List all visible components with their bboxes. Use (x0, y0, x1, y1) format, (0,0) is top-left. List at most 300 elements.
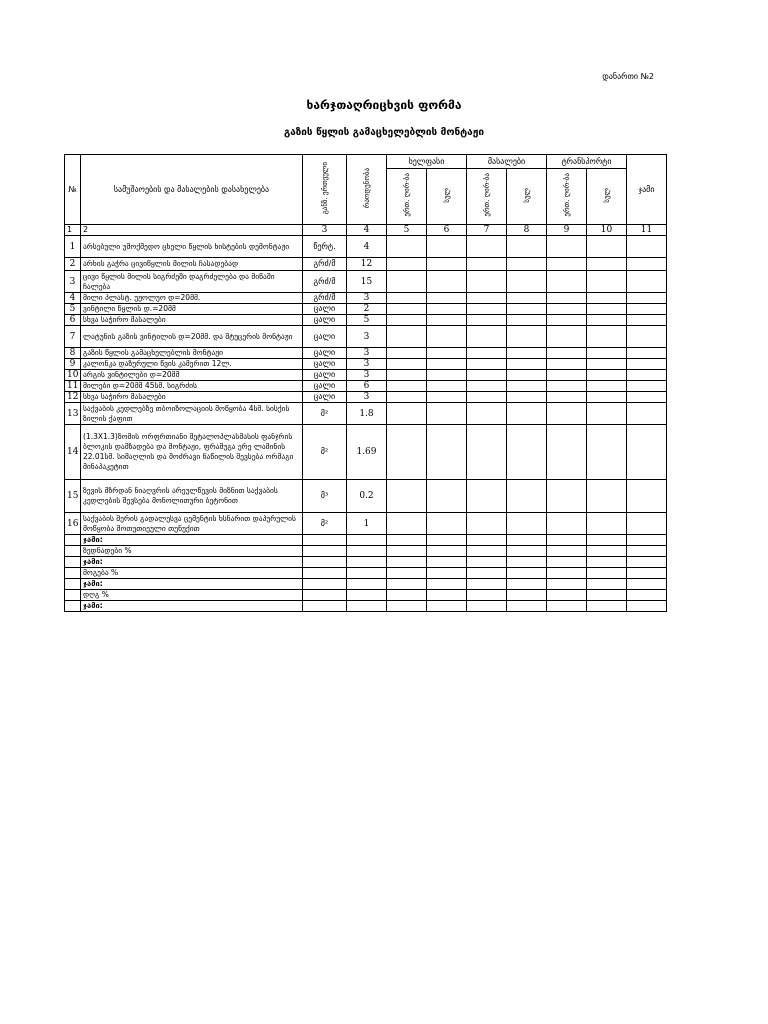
empty-cell (303, 579, 347, 590)
empty-cell (627, 315, 667, 326)
table-row (65, 370, 667, 381)
header-material-total-text: სულ (522, 187, 531, 203)
header-material-total (507, 169, 547, 225)
table-row (65, 480, 667, 513)
empty-cell (547, 590, 587, 601)
header-unit (303, 155, 347, 225)
empty-cell (65, 546, 81, 557)
empty-cell (627, 601, 667, 612)
empty-cell (427, 370, 467, 381)
colnum-cell: 3 (303, 225, 347, 236)
empty-cell (547, 315, 587, 326)
empty-cell (467, 315, 507, 326)
empty-cell (507, 513, 547, 535)
empty-cell (303, 568, 347, 579)
colnum-cell: 8 (507, 225, 547, 236)
empty-cell (547, 601, 587, 612)
empty-cell (387, 271, 427, 293)
empty-cell (427, 271, 467, 293)
header-quantity-text: რაოდენობა (362, 167, 371, 209)
empty-cell (627, 359, 667, 370)
colnum-cell: 9 (547, 225, 587, 236)
empty-cell (467, 568, 507, 579)
empty-cell (427, 381, 467, 392)
empty-cell (387, 236, 427, 258)
empty-cell (427, 392, 467, 403)
header-no: № (65, 155, 81, 225)
empty-cell (427, 535, 467, 546)
summary-label: ჯამი: (81, 535, 303, 546)
empty-cell (427, 293, 467, 304)
empty-cell (347, 579, 387, 590)
empty-cell (507, 326, 547, 348)
empty-cell (507, 568, 547, 579)
empty-cell (587, 271, 627, 293)
empty-cell (587, 480, 627, 513)
table-row (65, 381, 667, 392)
empty-cell (507, 370, 547, 381)
empty-cell (507, 348, 547, 359)
estimate-body (65, 236, 667, 612)
row-description: საქვაბის კედლებზე თბოიზოლაციის მოწყობა 4სმ. სისქის ზილის ქაფით (81, 403, 303, 425)
header-material-per-unit (467, 169, 507, 225)
empty-cell (627, 293, 667, 304)
empty-cell (427, 236, 467, 258)
empty-cell (387, 359, 427, 370)
empty-cell (387, 258, 427, 271)
row-number: 9 (65, 359, 81, 370)
summary-row (65, 535, 667, 546)
row-number: 4 (65, 293, 81, 304)
table-row (65, 359, 667, 370)
empty-cell (627, 370, 667, 381)
empty-cell (587, 381, 627, 392)
row-number: 1 (65, 236, 81, 258)
empty-cell (627, 348, 667, 359)
empty-cell (507, 590, 547, 601)
table-row (65, 513, 667, 535)
empty-cell (467, 579, 507, 590)
empty-cell (587, 425, 627, 480)
row-quantity: 5 (347, 315, 387, 326)
empty-cell (547, 293, 587, 304)
empty-cell (547, 258, 587, 271)
summary-row (65, 546, 667, 557)
row-number: 7 (65, 326, 81, 348)
empty-cell (587, 590, 627, 601)
empty-cell (467, 271, 507, 293)
header-unit-text: განზ. ერთეული (320, 161, 329, 215)
empty-cell (467, 403, 507, 425)
empty-cell (387, 403, 427, 425)
header-labor-per-unit-text: ერთ. ღირ-ბა (402, 173, 411, 217)
empty-cell (303, 590, 347, 601)
summary-label: დღგ % (81, 590, 303, 601)
row-quantity: 3 (347, 348, 387, 359)
empty-cell (427, 546, 467, 557)
empty-cell (627, 326, 667, 348)
row-number: 10 (65, 370, 81, 381)
table-row (65, 403, 667, 425)
row-description: არსებული უმოქმედო ცხელი წყლის ხისტების დემონტაჟი (81, 236, 303, 258)
empty-cell (347, 590, 387, 601)
empty-cell (507, 236, 547, 258)
table-row (65, 326, 667, 348)
row-unit: ცალი (303, 348, 347, 359)
empty-cell (587, 293, 627, 304)
empty-cell (467, 293, 507, 304)
summary-label: ზედნადები % (81, 546, 303, 557)
row-number: 2 (65, 258, 81, 271)
empty-cell (65, 557, 81, 568)
header-labor: ხელფასი (387, 155, 467, 169)
row-quantity: 3 (347, 359, 387, 370)
empty-cell (547, 557, 587, 568)
empty-cell (547, 359, 587, 370)
row-description: სხვა საჭირო მასალები (81, 392, 303, 403)
empty-cell (467, 535, 507, 546)
empty-cell (507, 601, 547, 612)
row-description: საქვაბის შერის გადალესვა ცემენტის ხსნარით დაპურულის მოწყობა მოთუთიეული თუნუქით (81, 513, 303, 535)
row-description: არხის გაჭრა ცივიწყლის მილის ჩასადებად (81, 258, 303, 271)
row-quantity: 3 (347, 326, 387, 348)
row-unit: ცალი (303, 304, 347, 315)
row-unit: გრძ/მ (303, 271, 347, 293)
row-unit: გრძ/მ (303, 258, 347, 271)
empty-cell (547, 392, 587, 403)
empty-cell (303, 557, 347, 568)
empty-cell (627, 258, 667, 271)
empty-cell (427, 480, 467, 513)
empty-cell (467, 546, 507, 557)
empty-cell (65, 590, 81, 601)
empty-cell (387, 326, 427, 348)
empty-cell (387, 546, 427, 557)
header-labor-total-text: სულ (442, 187, 451, 203)
empty-cell (627, 392, 667, 403)
row-description: კალონკა დაზურული წვის კამერით 12ლ. (81, 359, 303, 370)
empty-cell (467, 348, 507, 359)
empty-cell (587, 392, 627, 403)
header-quantity (347, 155, 387, 225)
empty-cell (587, 601, 627, 612)
header-material: მასალები (467, 155, 547, 169)
empty-cell (387, 513, 427, 535)
empty-cell (303, 601, 347, 612)
empty-cell (387, 480, 427, 513)
summary-row (65, 590, 667, 601)
colnum-cell: 11 (627, 225, 667, 236)
empty-cell (387, 579, 427, 590)
appendix-label: დანართი №2 (602, 72, 654, 81)
empty-cell (507, 403, 547, 425)
empty-cell (467, 590, 507, 601)
empty-cell (627, 579, 667, 590)
row-unit: ცალი (303, 370, 347, 381)
empty-cell (387, 304, 427, 315)
table-row (65, 315, 667, 326)
row-description: სხვა საჭირო მასალები (81, 315, 303, 326)
row-number: 6 (65, 315, 81, 326)
empty-cell (427, 513, 467, 535)
row-number: 15 (65, 480, 81, 513)
empty-cell (507, 258, 547, 271)
empty-cell (507, 546, 547, 557)
empty-cell (547, 370, 587, 381)
empty-cell (347, 546, 387, 557)
empty-cell (387, 557, 427, 568)
empty-cell (547, 381, 587, 392)
row-number: 3 (65, 271, 81, 293)
row-description: არგის ვინტილები დ=20მმ (81, 370, 303, 381)
empty-cell (587, 513, 627, 535)
row-quantity: 1.8 (347, 403, 387, 425)
table-row (65, 392, 667, 403)
empty-cell (65, 579, 81, 590)
empty-cell (467, 425, 507, 480)
summary-label: ჯამი: (81, 557, 303, 568)
summary-label: ჯამი: (81, 579, 303, 590)
empty-cell (387, 370, 427, 381)
row-number: 5 (65, 304, 81, 315)
summary-row (65, 568, 667, 579)
empty-cell (587, 359, 627, 370)
row-quantity: 12 (347, 258, 387, 271)
empty-cell (627, 568, 667, 579)
empty-cell (467, 236, 507, 258)
summary-row (65, 601, 667, 612)
empty-cell (587, 258, 627, 271)
empty-cell (587, 370, 627, 381)
empty-cell (507, 535, 547, 546)
empty-cell (387, 590, 427, 601)
row-unit: გრძ/მ (303, 293, 347, 304)
empty-cell (547, 271, 587, 293)
empty-cell (627, 557, 667, 568)
row-number: 8 (65, 348, 81, 359)
empty-cell (587, 403, 627, 425)
header-transport: ტრანსპორტი (547, 155, 627, 169)
empty-cell (467, 359, 507, 370)
empty-cell (347, 535, 387, 546)
empty-cell (387, 601, 427, 612)
empty-cell (627, 513, 667, 535)
empty-cell (427, 315, 467, 326)
empty-cell (627, 546, 667, 557)
empty-cell (427, 326, 467, 348)
row-description: (1.3X1.3)ზომის ორფრთიანი მეტალოპლასმასის ფანჯრის ბლოკის დამზადება და მონტაჟი, ფრამუგა ერე ლამინის 22.01სმ. სიმაღლის და მოძრავი ნაწილის შევსება ორმაგი მინაპაკეტით (81, 425, 303, 480)
empty-cell (547, 579, 587, 590)
empty-cell (347, 568, 387, 579)
row-unit: მ² (303, 425, 347, 480)
page-subtitle: გაზის წყლის გამაცხელებლის მონტაჟი (284, 127, 484, 138)
empty-cell (507, 381, 547, 392)
empty-cell (627, 271, 667, 293)
page-title: ხარჯთაღრიცხვის ფორმა (306, 98, 462, 112)
empty-cell (587, 304, 627, 315)
empty-cell (587, 348, 627, 359)
row-quantity: 3 (347, 293, 387, 304)
row-description: გაზის წყლის გამაცხელებლის მონტაჟი (81, 348, 303, 359)
empty-cell (507, 392, 547, 403)
colnum-cell: 10 (587, 225, 627, 236)
empty-cell (547, 403, 587, 425)
empty-cell (427, 579, 467, 590)
table-row (65, 236, 667, 258)
empty-cell (627, 535, 667, 546)
empty-cell (547, 326, 587, 348)
row-unit: ცალი (303, 326, 347, 348)
header-transport-total-text: სულ (602, 187, 611, 203)
empty-cell (587, 546, 627, 557)
header-labor-per-unit (387, 169, 427, 225)
empty-cell (627, 480, 667, 513)
row-unit: ცალი (303, 392, 347, 403)
colnum-cell: 5 (387, 225, 427, 236)
empty-cell (427, 568, 467, 579)
empty-cell (303, 546, 347, 557)
row-number: 11 (65, 381, 81, 392)
colnum-cell: 6 (427, 225, 467, 236)
header-material-per-unit-text: ერთ. ღირ-ბა (482, 173, 491, 217)
empty-cell (347, 557, 387, 568)
empty-cell (547, 348, 587, 359)
empty-cell (387, 315, 427, 326)
table-row (65, 271, 667, 293)
header-labor-total (427, 169, 467, 225)
empty-cell (467, 513, 507, 535)
row-number: 16 (65, 513, 81, 535)
row-quantity: 1.69 (347, 425, 387, 480)
empty-cell (387, 348, 427, 359)
empty-cell (65, 568, 81, 579)
empty-cell (587, 326, 627, 348)
table-row (65, 293, 667, 304)
empty-cell (347, 601, 387, 612)
empty-cell (547, 425, 587, 480)
empty-cell (627, 590, 667, 601)
row-unit: მ³ (303, 480, 347, 513)
row-number: 12 (65, 392, 81, 403)
row-description: ლატუნის გაზის ვინტილის დ=20მმ. და შტუცერის მონტაჟი (81, 326, 303, 348)
row-description: ცივი წყლის მილის სიგრძეში დაგრძელება და მიწაში ჩალება (81, 271, 303, 293)
empty-cell (587, 236, 627, 258)
estimate-table (64, 154, 667, 612)
row-quantity: 3 (347, 392, 387, 403)
row-unit: ცალი (303, 315, 347, 326)
empty-cell (387, 381, 427, 392)
table-row (65, 348, 667, 359)
empty-cell (467, 304, 507, 315)
empty-cell (627, 425, 667, 480)
colnum-cell: 4 (347, 225, 387, 236)
row-quantity: 15 (347, 271, 387, 293)
empty-cell (547, 546, 587, 557)
header-sum: ჯამი (627, 155, 667, 225)
empty-cell (507, 557, 547, 568)
empty-cell (427, 557, 467, 568)
empty-cell (427, 425, 467, 480)
empty-cell (587, 557, 627, 568)
row-unit: მ² (303, 403, 347, 425)
empty-cell (65, 601, 81, 612)
summary-label: მოგება % (81, 568, 303, 579)
empty-cell (427, 304, 467, 315)
empty-cell (547, 304, 587, 315)
row-quantity: 0.2 (347, 480, 387, 513)
column-number-row (65, 225, 667, 236)
header-transport-total (587, 169, 627, 225)
empty-cell (467, 392, 507, 403)
row-unit: ცალი (303, 381, 347, 392)
empty-cell (467, 557, 507, 568)
empty-cell (547, 480, 587, 513)
empty-cell (387, 568, 427, 579)
table-row (65, 258, 667, 271)
empty-cell (387, 425, 427, 480)
row-unit: მ² (303, 513, 347, 535)
row-description: მილი პლასტ. უჟოლუო დ=20მმ. (81, 293, 303, 304)
empty-cell (507, 304, 547, 315)
empty-cell (467, 370, 507, 381)
empty-cell (303, 535, 347, 546)
row-description: მილები დ=20მმ 45სმ. სიგრძის (81, 381, 303, 392)
empty-cell (507, 293, 547, 304)
empty-cell (467, 480, 507, 513)
colnum-cell: 7 (467, 225, 507, 236)
empty-cell (387, 293, 427, 304)
empty-cell (587, 579, 627, 590)
empty-cell (427, 359, 467, 370)
empty-cell (427, 590, 467, 601)
empty-cell (627, 381, 667, 392)
empty-cell (587, 568, 627, 579)
empty-cell (507, 425, 547, 480)
table-row (65, 304, 667, 315)
row-quantity: 3 (347, 370, 387, 381)
empty-cell (547, 535, 587, 546)
empty-cell (427, 601, 467, 612)
empty-cell (467, 326, 507, 348)
summary-row (65, 557, 667, 568)
row-description: ვინტილი წყლის დ.=20მმ (81, 304, 303, 315)
empty-cell (65, 535, 81, 546)
empty-cell (507, 579, 547, 590)
empty-cell (627, 304, 667, 315)
table-row (65, 425, 667, 480)
empty-cell (467, 381, 507, 392)
row-number: 13 (65, 403, 81, 425)
header-transport-per-unit (547, 169, 587, 225)
row-description: ზევის მზრდან ნიაღვრის არეულწევის მიზნით საქვაბის კედლების შევსება მონოლითური ბეტონით (81, 480, 303, 513)
empty-cell (547, 236, 587, 258)
empty-cell (547, 513, 587, 535)
empty-cell (427, 348, 467, 359)
summary-label: ჯამი: (81, 601, 303, 612)
empty-cell (507, 359, 547, 370)
row-number: 14 (65, 425, 81, 480)
empty-cell (507, 271, 547, 293)
empty-cell (427, 403, 467, 425)
colnum-cell: 2 (81, 225, 303, 236)
empty-cell (387, 535, 427, 546)
empty-cell (507, 315, 547, 326)
summary-row (65, 579, 667, 590)
colnum-cell: 1 (65, 225, 81, 236)
empty-cell (587, 315, 627, 326)
header-transport-per-unit-text: ერთ. ღირ-ბა (562, 173, 571, 217)
empty-cell (467, 258, 507, 271)
